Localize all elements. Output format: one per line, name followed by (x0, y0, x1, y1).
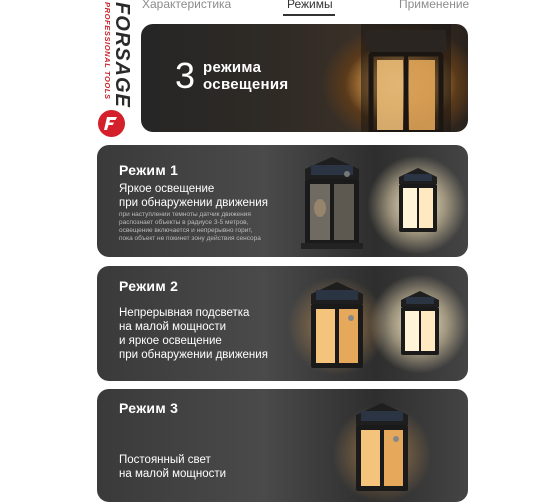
brand-name: FORSAGE (111, 2, 133, 108)
active-tab-indicator (283, 14, 335, 16)
lamp-on-icon (397, 288, 443, 360)
hero-label-line1: режима (203, 59, 262, 76)
tab-characteristics[interactable]: Характеристика (142, 0, 232, 11)
mode-title: Режим 1 (119, 162, 179, 178)
mode-desc-line: при обнаружении движения (119, 197, 268, 209)
mode-desc-line: Постоянный свет (119, 454, 211, 466)
brand-emblem-icon (98, 110, 125, 137)
mode-desc-line: на малой мощности (119, 321, 227, 333)
mode-description (119, 182, 268, 210)
tab-application[interactable]: Применение (399, 0, 470, 11)
mode-desc-line: и яркое освещение (119, 335, 222, 347)
lamp-off-icon (297, 153, 367, 253)
mode-description (119, 306, 268, 362)
mode-desc-line: Непрерывная подсветка (119, 307, 250, 319)
mode-desc-line: при обнаружении движения (119, 349, 268, 361)
mode-desc-line: Яркое освещение (119, 183, 215, 195)
mode-card-1 (97, 145, 468, 257)
lamp-dim-icon (303, 278, 371, 374)
mode-card-3 (97, 389, 468, 502)
lamp-photo-icon (341, 24, 468, 132)
brand-tagline: PROFESSIONAL TOOLS (103, 2, 112, 100)
brand-logo (103, 2, 132, 108)
tab-modes[interactable]: Режимы (287, 0, 333, 11)
mode-note-line: освещение включается и непрерывно горит, (119, 227, 253, 234)
lamp-dim-icon (348, 399, 416, 497)
mode-note-line: распознает объекты в радиусе 3-5 метров, (119, 219, 249, 226)
hero-caption (175, 55, 289, 96)
mode-note (119, 211, 309, 243)
mode-desc-line: на малой мощности (119, 468, 227, 480)
hero-banner (141, 24, 468, 132)
mode-title: Режим 3 (119, 400, 179, 416)
mode-description (119, 453, 226, 481)
mode-note-line: пока объект не покинет зону действия сенсора (119, 235, 261, 242)
tab-bar (0, 0, 560, 16)
hero-label-line2: освещения (203, 76, 289, 93)
lamp-on-icon (395, 165, 441, 237)
mode-card-2 (97, 266, 468, 381)
mode-note-line: при наступлении темноты датчик движения (119, 211, 251, 218)
hero-number: 3 (175, 55, 196, 96)
hero-label (203, 59, 288, 93)
mode-title: Режим 2 (119, 278, 179, 294)
